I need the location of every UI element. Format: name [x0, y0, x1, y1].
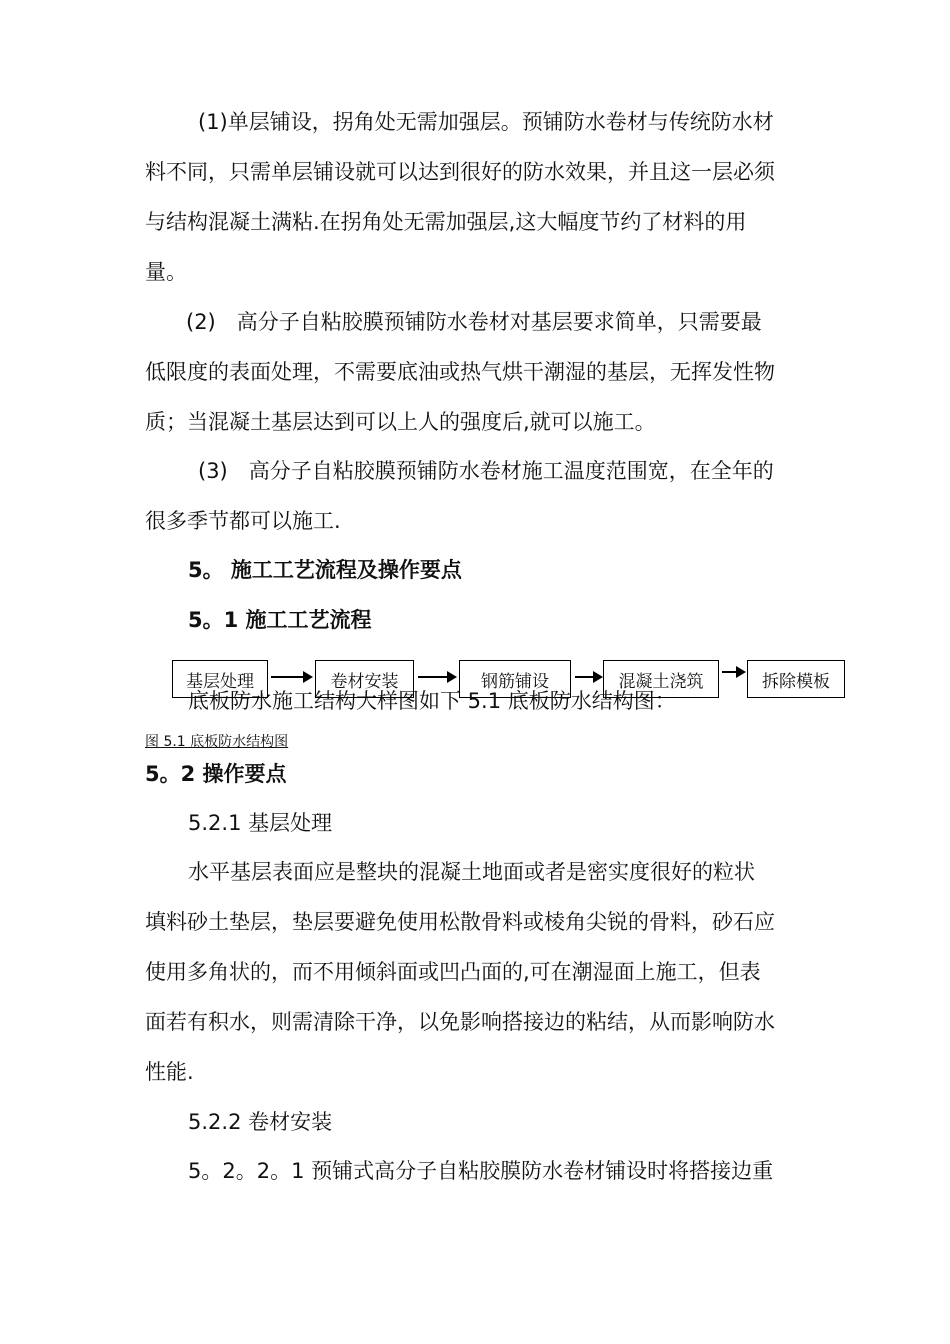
paragraph-4-line-4: 面若有积水，则需清除干净，以免影响搭接边的粘结，从而影响防水	[145, 1010, 775, 1034]
paragraph-3-line-1: (3) 高分子自粘胶膜预铺防水卷材施工温度范围宽，在全年的	[198, 459, 774, 483]
flow-step-base-treatment: 基层处理	[172, 660, 268, 698]
section-heading-5-1: 5。1 施工工艺流程	[188, 608, 372, 632]
subsection-heading-5-2-1: 5.2.1 基层处理	[188, 811, 333, 835]
paragraph-2-line-3: 质；当混凝土基层达到可以上人的强度后,就可以施工。	[145, 410, 656, 434]
flow-arrow-2	[418, 676, 455, 678]
subsection-heading-5-2-2: 5.2.2 卷材安装	[188, 1110, 333, 1134]
paragraph-5-line-1: 5。2。2。1 预铺式高分子自粘胶膜防水卷材铺设时将搭接边重	[188, 1159, 774, 1183]
paragraph-2-line-1: (2) 高分子自粘胶膜预铺防水卷材对基层要求简单，只需要最	[186, 310, 762, 334]
flow-arrow-1	[271, 676, 311, 678]
section-heading-5: 5。 施工工艺流程及操作要点	[188, 558, 462, 582]
paragraph-1-line-3: 与结构混凝土满粘.在拐角处无需加强层,这大幅度节约了材料的用	[145, 210, 747, 234]
flow-step-membrane-install: 卷材安装	[315, 660, 414, 698]
paragraph-1-line-4: 量。	[145, 260, 187, 284]
flow-arrow-4	[722, 671, 744, 673]
paragraph-4-line-3: 使用多角状的，而不用倾斜面或凹凸面的,可在潮湿面上施工，但表	[145, 960, 761, 984]
flow-step-formwork-removal: 拆除模板	[747, 660, 845, 698]
paragraph-4-line-2: 填料砂土垫层，垫层要避免使用松散骨料或棱角尖锐的骨料，砂石应	[145, 910, 775, 934]
paragraph-2-line-2: 低限度的表面处理，不需要底油或热气烘干潮湿的基层，无挥发性物	[145, 360, 775, 384]
paragraph-1-line-1: (1)单层铺设，拐角处无需加强层。预铺防水卷材与传统防水材	[198, 110, 774, 134]
figure-intro-text: 底板防水施工结构大样图如下 5.1 底板防水结构图：	[188, 689, 676, 713]
flow-step-rebar-placement: 钢筋铺设	[459, 660, 571, 698]
flow-arrow-3	[575, 676, 601, 678]
paragraph-4-line-5: 性能.	[145, 1060, 194, 1084]
flow-step-concrete-pour: 混凝土浇筑	[603, 660, 719, 698]
figure-caption: 图 5.1 底板防水结构图	[145, 734, 289, 750]
paragraph-1-line-2: 料不同，只需单层铺设就可以达到很好的防水效果，并且这一层必须	[145, 160, 775, 184]
paragraph-3-line-2: 很多季节都可以施工.	[145, 509, 341, 533]
section-heading-5-2: 5。2 操作要点	[145, 762, 287, 786]
paragraph-4-line-1: 水平基层表面应是整块的混凝土地面或者是密实度很好的粒状	[188, 860, 755, 884]
